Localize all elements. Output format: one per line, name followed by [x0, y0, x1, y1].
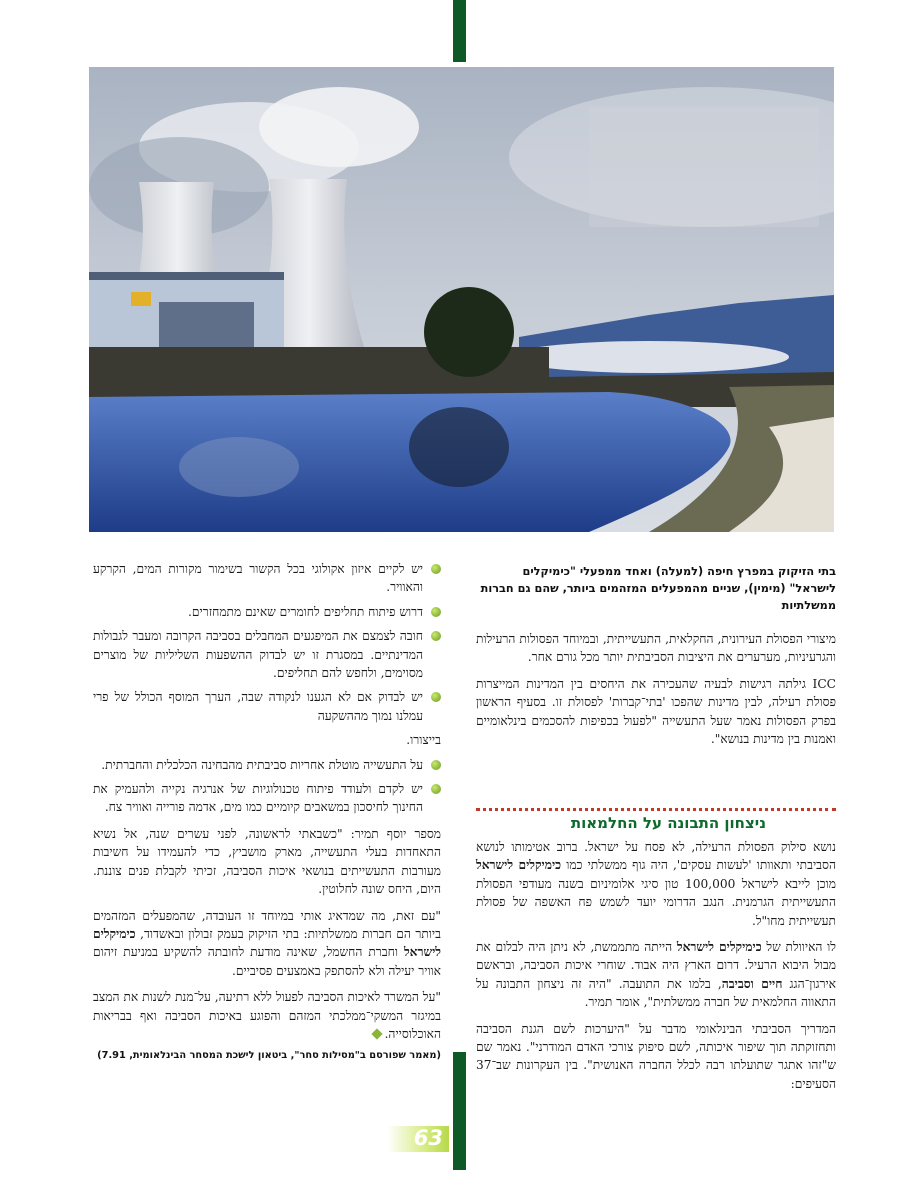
gutter-bar-bottom — [453, 1052, 466, 1170]
end-of-article-icon — [371, 1028, 382, 1039]
page-number-tab — [387, 1126, 449, 1152]
bullet-icon — [431, 692, 441, 702]
paragraph: מיצורי הפסולת העירונית, החקלאית, התעשייתית, ובמיוחד הפסולות הרעילות והגרעיניות, מערערים את היציבות הסביבתית יותר מכל גורם אחר. — [476, 632, 836, 665]
source-note: (מאמר שפורסם ב"מסילות סחר", ביטאון לישכת המסחר הבינלאומית, 7.91) — [97, 1050, 441, 1061]
list-item: יש לבדוק אם לא הגענו לנקודה שבה, הערך המוסף הכולל של פרי עמלנו נמוך מההשקעה — [93, 688, 441, 725]
gutter-bar-top — [453, 0, 466, 62]
paragraph: לו האיוולת של כימיקלים לישראל הייתה מתממשת, לא ניתן היה לבלום את מבול היבוא הרעיל. דרום הארץ היה אבוד. שוחרי איכות הסביבה, ובראשם אירגון־הגג חיים וסביבה, בלמו את התועבה. "היה זה ניצחון התבונה על התאווה החלמאית של חברה ממשלתית", אומר תמיר. — [476, 940, 836, 1010]
bullet-icon — [431, 564, 441, 574]
right-column-lower — [476, 838, 836, 1101]
list-item: יש לקיים איזון אקולוגי בכל הקשור בשימור מקורות המים, הקרקע והאוויר. — [93, 560, 441, 597]
list-item: על התעשייה מוטלת אחריות סביבתית מהבחינה הכלכלית והחברתית. — [93, 756, 441, 774]
paragraph: "עם זאת, מה שמדאיג אותי במיוחד זו העובדה, שהמפעלים המזהמים ביותר הם חברות ממשלתיות: בתי הזיקוק בעמק זבולון ובאשדוד, כימיקלים לישראל וחברת החשמל, שאינה מודעת לחובתה להשקיע במניעת זיהום אוויר יעילה ולא להסתפק באמצעים פסיביים. — [93, 908, 441, 978]
bullet-icon — [431, 760, 441, 770]
list-item: יש לקדם ולעודד פיתוח טכנולוגיות של אנרגיה נקייה ולהעמיק את החינוך לחיסכון במשאבים קיומיים כמו מים, אדמה פורייה ואוויר צח. — [93, 780, 441, 817]
bullet-icon — [431, 631, 441, 641]
list-item-continuation: בייצורו. — [406, 733, 441, 748]
list-item: חובה לצמצם את המיפגעים המחבלים בסביבה הקרובה ומעבר לגבולות המדינתיים. במסגרת זו יש לבדוק ההשפעות השליליות של מוצרים מסוימים, ולחפש להם תחליפים. — [93, 627, 441, 682]
page-number: 63 — [413, 1126, 443, 1150]
left-column — [93, 560, 441, 1051]
principles-list — [93, 560, 441, 817]
section-divider — [476, 808, 836, 811]
paragraph: המדריך הסביבתי הבינלאומי מדבר על "היערכות לשם הגנת הסביבה ותחזוקתה תוך שיפור איכותה, לשם סיפוק צורכי האדם המודרני". נאמר שם ש"זהו אתגר שתועלתו רבה לכלל החברה האנושית". בין העקרונות שב־37 הסעיפים: — [476, 1021, 836, 1091]
paragraph: נושא סילוק הפסולת הרעילה, לא פסח על ישראל. ברוב אטימותו לנושא הסביבתי ותאוותו 'לעשות עסקים', היה גוף ממשלתי כמו כימיקלים לישראל מוכן לייבא לישראל 100,000 טון סיגי אלומיניום בשנה מעודפי הפסולת התעשייתית הגרמנית. הנגב הדרומי יועד לשמש פח האשפה של פסולת תעשייתית מחו"ל. — [476, 840, 836, 928]
paragraph: "על המשרד לאיכות הסביבה לפעול ללא רתיעה, על־מנת לשנות את המצב במיגזר המשקי־ממלכתי המזהם והפוגע באיכות הסביבה ואף בבריאות האוכלוסייה. — [93, 990, 441, 1041]
bullet-icon — [431, 784, 441, 794]
bullet-icon — [431, 607, 441, 617]
photo-caption: בתי הזיקוק במפרץ חיפה (למעלה) ואחד ממפעלי "כימיקלים לישראל" (מימין), שניים מהמפעלים המזהמים ביותר, שהם גם חברות ממשלתיות — [480, 565, 836, 612]
photo-illustration — [89, 67, 834, 532]
right-column-upper — [476, 630, 836, 756]
paragraph: ICC גילתה רגישות לבעיה שהעכירה את היחסים בין המדינות המייצרות פסולת רעילה, לבין מדינות שהפכו 'בתי־קברות' לפסולת זו. בסעיף הראשון בפרק הפסולות נאמר שעל התעשייה "לפעול בכפיפות להסכמים בינלאומיים ואמנות בין מדינות בנושא". — [476, 676, 836, 747]
paragraph: מספר יוסף תמיר: "כשבאתי לראשונה, לפני עשרים שנה, אל נשיא התאחדות בעלי התעשייה, מארק מושביץ, כדי להעמידו על חשיבות מעורבות התעשייתים בנושאי איכות הסביבה, זכיתי לקבלת פנים צוננת. היום, היחס שונה לחלוטין. — [93, 826, 441, 897]
section-title: ניצחון התבונה על החלמאות — [570, 814, 766, 832]
photo-cooling-towers — [89, 67, 834, 532]
list-item: דרוש פיתוח תחליפים לחומרים שאינם מתמחזרים. — [93, 603, 441, 621]
